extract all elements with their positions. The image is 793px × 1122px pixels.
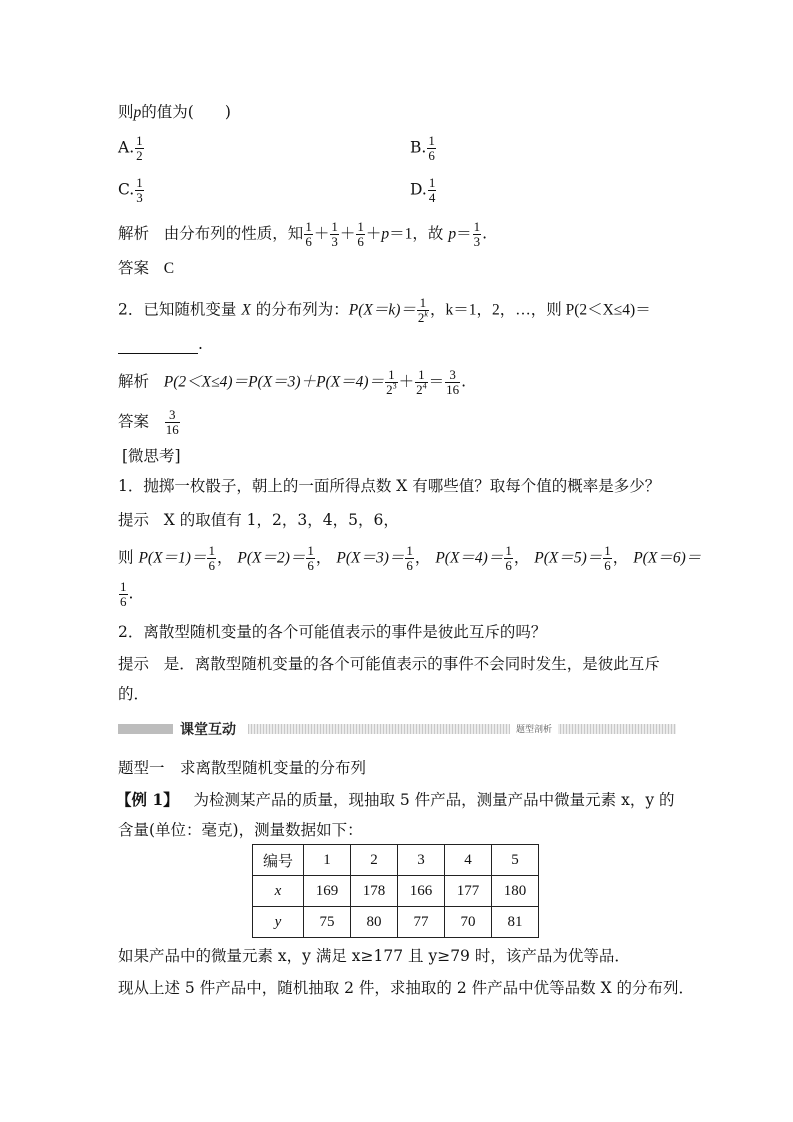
analysis-label: 解析 [118,372,150,391]
question-stem [118,102,231,123]
variable-p: p [133,104,142,121]
analysis-text: 由分布列的性质，知 [163,224,304,243]
fraction: $\frac{1}{3}$ [331,219,338,249]
prob-5: P(X＝5)＝ [534,549,603,567]
fraction: $\frac{1}{6}$ [305,219,312,249]
numerator: 1 [428,133,435,148]
answer-line-2 [118,408,181,437]
think-heading: [微思考] [122,447,181,465]
analysis-formula: P(2＜X≤4)＝P(X＝3)＋P(X＝4)＝ [163,373,385,391]
prob-6-value: $\frac{1}{6}$ . [120,579,134,609]
answer-fraction [165,408,180,437]
answer-label: 答案 [118,259,150,277]
fraction: $\frac{1}{6}$ [307,543,314,573]
denominator: 6 [428,148,435,163]
answer-blank [118,339,198,354]
numerator: 1 [136,133,143,148]
table-cell: 3 [398,845,445,876]
probs-line: 则 P(X＝1)＝ $\frac{1}{6}$ ， P(X＝2)＝ $\frac{1}{6}$ ， P(X＝3)＝ $\frac{1}{6}$ ， P(X＝4)＝ $\frac{1}{6}$ ， P(X＝5)＝ $\frac{1}{6}$ ， P(X＝6)＝ [118,543,702,573]
hint-line-1 [118,510,399,530]
hint-text: 是．离散型随机变量的各个可能值表示的事件不会同时发生，是彼此互斥 [163,655,660,673]
hint-line-2 [118,654,660,674]
question-number: 2． [118,300,144,319]
fraction [135,134,144,163]
table-row [253,907,539,938]
table-cell: 1 [304,845,351,876]
answer-value: C [163,260,175,277]
numerator: 1 [136,175,143,190]
denominator: 16 [165,422,179,437]
data-table [252,844,539,938]
table-cell: 77 [398,907,445,938]
band-bar-right [248,724,676,734]
analysis-tail: ，故 [412,224,444,243]
type-heading: 题型一 求离散型随机变量的分布列 [118,759,367,777]
option-c [118,176,145,205]
fraction: $\frac{3}{16}$ [446,367,460,397]
stem-text-2: 的值为( ) [141,103,231,121]
band-bar-left [118,724,173,734]
option-d [410,176,437,205]
example-line-2: 含量(单位：毫克)，测量数据如下： [118,821,363,839]
table-cell: 178 [351,876,398,907]
hint-line-2-cont: 的． [118,685,150,703]
hint-text: X 的取值有 1，2，3，4，5，6， [163,511,399,529]
answer-line [118,258,174,279]
example-text: 为检测某产品的质量，现抽取 5 件产品，测量产品中微量元素 x，y 的 [193,791,675,809]
analysis-line-2: 解析 P(2＜X≤4)＝P(X＝3)＋P(X＝4)＝ $\frac{1}{2^3}$ ＋ $\frac{1}{2^4}$ ＝ $\frac{3}{16}$ . [118,367,467,397]
analysis-line: 解析 由分布列的性质，知 $\frac{1}{6}$ ＋ $\frac{1}{3}$ ＋ $\frac{1}{6}$ ＋p＝1，故 p＝ $\frac{1}{3}$ . [118,219,488,249]
fraction: $\frac{1}{2^3}$ [386,367,397,397]
table-cell: 2 [351,845,398,876]
numerator: 3 [169,407,176,422]
table-cell: 4 [445,845,492,876]
example-line-1 [116,790,675,810]
prob-3: P(X＝3)＝ [336,549,405,567]
fraction: $\frac{1}{2^k}$ [417,295,428,325]
table-cell: 70 [445,907,492,938]
hint-label: 提示 [118,655,150,673]
fraction: $\frac{1}{6}$ [604,543,611,573]
table-cell: 编号 [253,845,304,876]
stem-text: 则 [118,103,134,121]
formula-tail: ，k＝1，2，…，则 P(2＜X≤4)＝ [429,301,651,319]
table-cell: x [253,876,304,907]
after-table-line-1: 如果产品中的微量元素 x，y 满足 x≥177 且 y≥79 时，该产品为优等品． [118,947,630,965]
fraction: $\frac{1}{3}$ [473,219,481,249]
fraction [427,134,436,163]
section-title: 课堂互动 [180,722,236,738]
prob-2: P(X＝2)＝ [237,549,306,567]
option-letter: C. [118,180,135,199]
fraction: $\frac{1}{6}$ [357,219,364,249]
option-letter: B. [410,138,427,157]
prob-6: P(X＝6)＝ [633,549,702,567]
answer-blank-line: . [118,334,203,354]
prob-4: P(X＝4)＝ [435,549,504,567]
table-cell: 180 [492,876,539,907]
option-b [410,134,437,163]
table-cell: 75 [304,907,351,938]
table-row [253,845,539,876]
stem-text-2: 的分布列为： [255,300,349,319]
formula: P(X＝k)＝ [348,301,416,319]
table-cell: 81 [492,907,539,938]
table-cell: 5 [492,845,539,876]
probs-prefix: 则 [118,548,134,567]
numerator: 1 [428,175,436,190]
think-question-2: 2．离散型随机变量的各个可能值表示的事件是彼此互斥的吗？ [118,623,547,641]
variable-x: X [241,301,251,319]
table-cell: 80 [351,907,398,938]
denominator: 4 [428,190,436,205]
denominator: 2 [136,148,143,163]
question-2 [118,296,651,325]
denominator: 3 [136,190,143,205]
fraction: $\frac{1}{6}$ [505,543,512,573]
table-cell: 177 [445,876,492,907]
table-cell: 166 [398,876,445,907]
fraction: $\frac{1}{6}$ [406,543,413,573]
fraction: $\frac{1}{2^4}$ [416,367,427,397]
table-cell: 169 [304,876,351,907]
hint-label: 提示 [118,511,150,529]
analysis-label: 解析 [118,224,150,243]
section-band [118,721,676,737]
table-cell: y [253,907,304,938]
prob-1: P(X＝1)＝ [138,549,207,567]
fraction: $\frac{1}{6}$ [120,579,127,609]
answer-label: 答案 [118,412,150,431]
fraction [135,176,144,205]
fraction: $\frac{1}{6}$ [208,543,215,573]
think-question-1: 1．抛掷一枚骰子，朝上的一面所得点数 X 有哪些值？取每个值的概率是多少？ [118,477,661,495]
after-table-line-2: 现从上述 5 件产品中，随机抽取 2 件，求抽取的 2 件产品中优等品数 X 的分布列． [118,979,695,997]
example-label: 【例 1】 [116,790,179,809]
fraction [428,176,437,205]
option-letter: D. [410,180,427,199]
stem-text: 已知随机变量 [143,300,237,319]
option-letter: A. [118,138,135,157]
option-a [118,134,145,163]
section-tag: 题型剖析 [510,722,558,735]
table-row [253,876,539,907]
